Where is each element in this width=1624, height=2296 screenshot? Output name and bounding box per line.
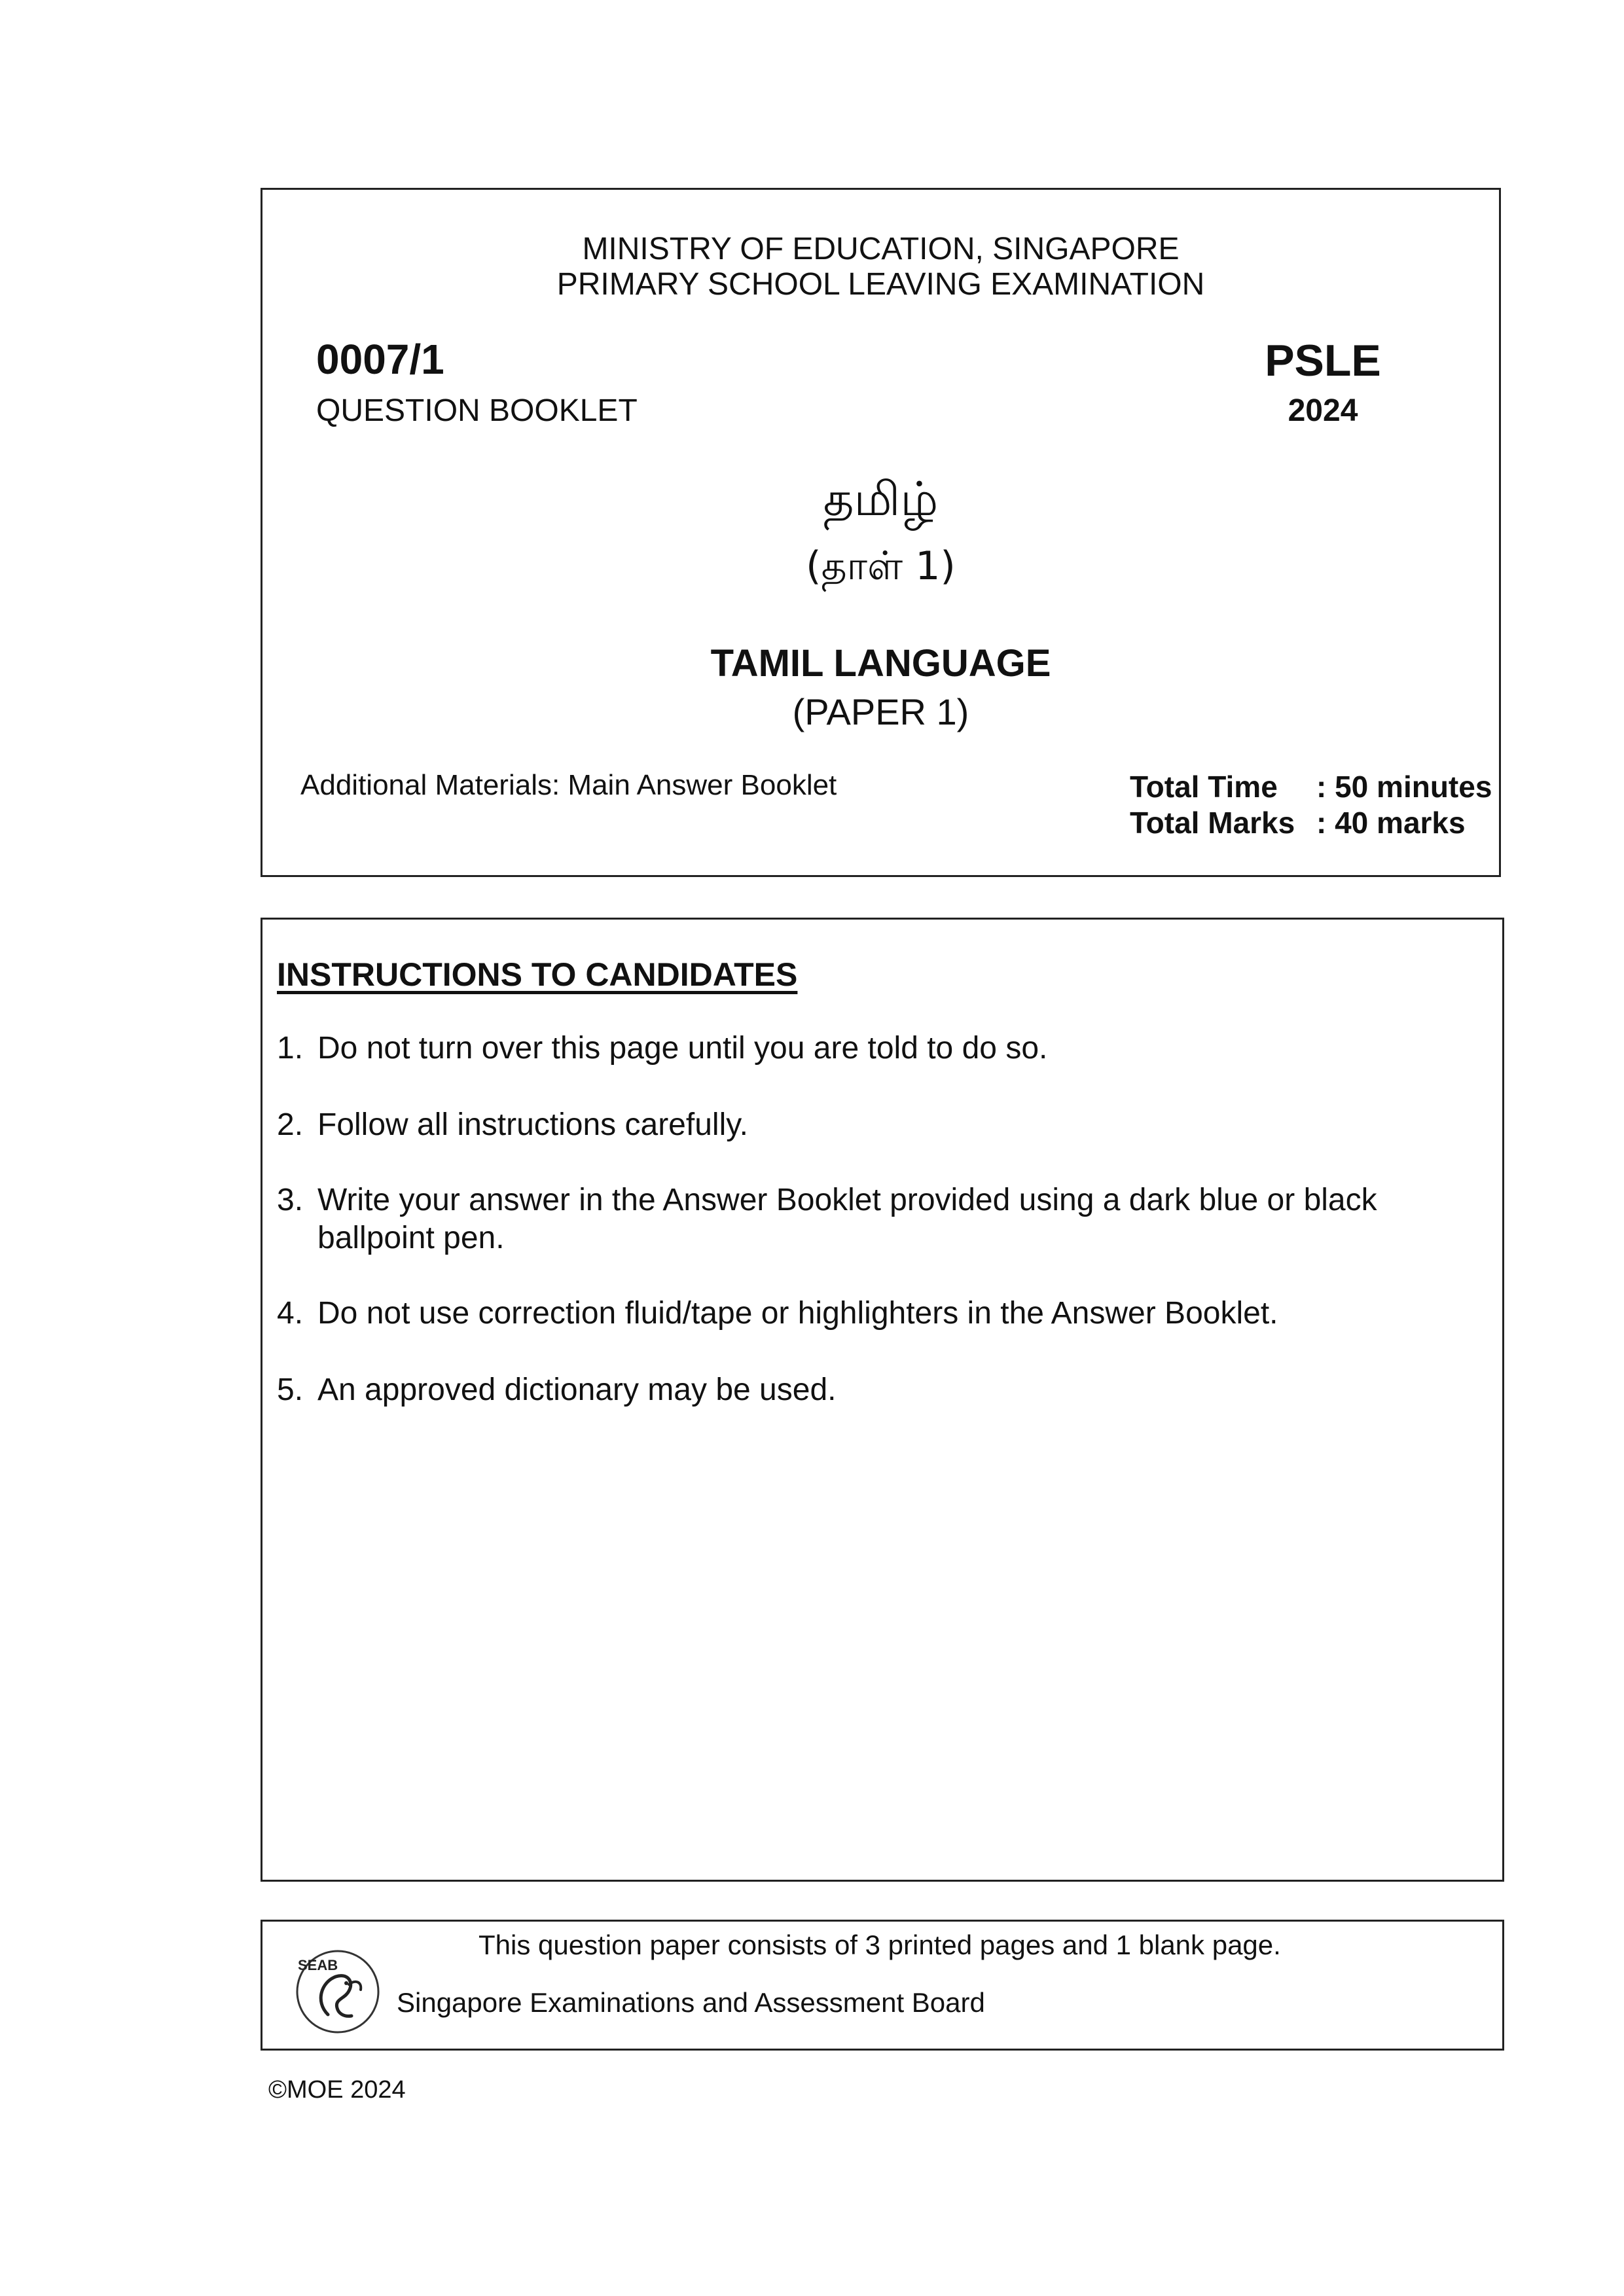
- instruction-number: 1.: [277, 1031, 304, 1066]
- tamil-title: தமிழ்: [823, 471, 939, 526]
- instruction-number: 2.: [277, 1107, 304, 1142]
- english-paper: (PAPER 1): [792, 691, 969, 732]
- instruction-text: Follow all instructions carefully.: [317, 1107, 749, 1142]
- total-marks-value: : 40 marks: [1316, 806, 1466, 840]
- instruction-item: [277, 1106, 1481, 1144]
- instruction-item: [277, 1295, 1481, 1333]
- ministry-line: MINISTRY OF EDUCATION, SINGAPORE: [582, 232, 1180, 266]
- instruction-number: 4.: [277, 1296, 304, 1331]
- paper-code: 0007/1: [316, 336, 444, 383]
- pages-note: This question paper consists of 3 printed pages and 1 blank page.: [478, 1929, 1281, 1960]
- english-title: TAMIL LANGUAGE: [710, 642, 1051, 685]
- instructions-heading: INSTRUCTIONS TO CANDIDATES: [277, 956, 798, 993]
- exam-short: PSLE: [1265, 336, 1381, 386]
- instruction-item: [277, 1030, 1481, 1067]
- total-time-label: Total Time: [1130, 770, 1278, 804]
- board-name: Singapore Examinations and Assessment Board: [397, 1987, 985, 2018]
- instruction-text: Write your answer in the Answer Booklet provided using a dark blue or black ballpoint pen.: [317, 1183, 1377, 1255]
- instruction-number: 3.: [277, 1183, 304, 1217]
- instruction-item: [277, 1371, 1481, 1409]
- instructions-box: [261, 918, 1504, 1882]
- tamil-paper: (தாள் 1): [806, 543, 956, 589]
- instruction-text: An approved dictionary may be used.: [317, 1372, 837, 1407]
- total-marks-label: Total Marks: [1130, 806, 1295, 840]
- cover-box: [261, 188, 1501, 877]
- exam-line: PRIMARY SCHOOL LEAVING EXAMINATION: [556, 267, 1205, 302]
- seab-logo-text: SEAB: [298, 1957, 338, 1973]
- copyright: ©MOE 2024: [268, 2076, 406, 2104]
- additional-materials: Additional Materials: Main Answer Booklet: [300, 769, 837, 801]
- instruction-number: 5.: [277, 1372, 304, 1407]
- booklet-type: QUESTION BOOKLET: [316, 393, 638, 428]
- total-time-value: : 50 minutes: [1316, 770, 1492, 804]
- footer-box: [261, 1920, 1504, 2051]
- seab-logo-icon: [289, 1936, 387, 2041]
- instruction-item: [277, 1181, 1481, 1257]
- exam-year: 2024: [1288, 393, 1358, 428]
- instruction-text: Do not use correction fluid/tape or highlighters in the Answer Booklet.: [317, 1296, 1278, 1331]
- instruction-text: Do not turn over this page until you are told to do so.: [317, 1031, 1048, 1066]
